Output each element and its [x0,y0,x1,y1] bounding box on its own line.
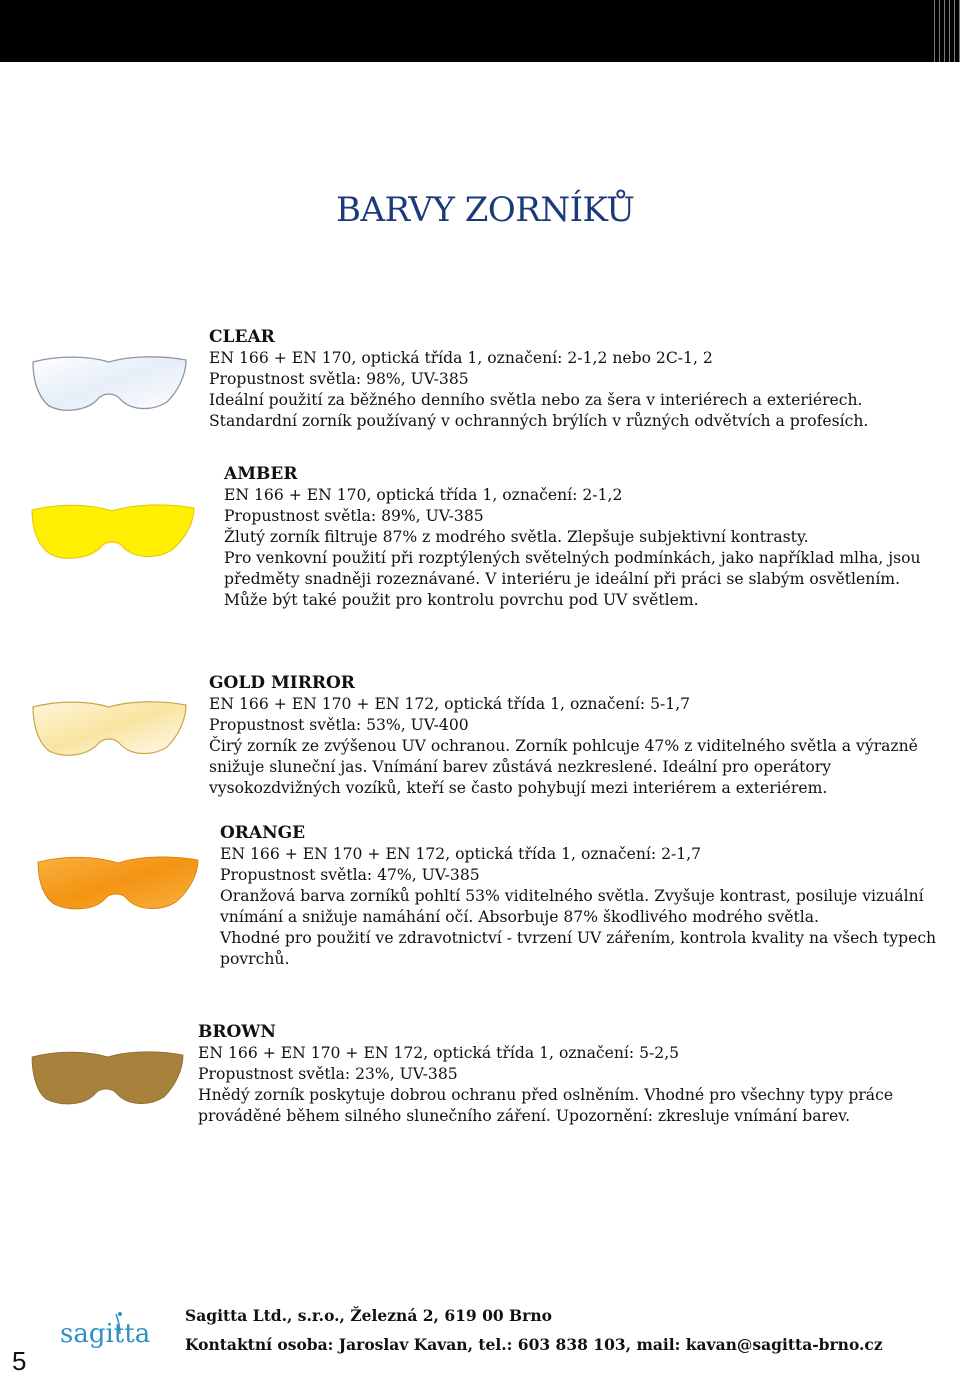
brown-description [198,1021,938,1127]
top-bar [0,0,960,62]
gold-mirror-lens-icon [28,695,190,761]
clear-lens-icon [28,350,190,418]
sagitta-logo [58,1310,158,1356]
gold-mirror-description [209,672,939,799]
amber-lens-icon [28,498,198,564]
top-bar-pattern [932,0,960,62]
amber-usage: Pro venkovní použití při rozptýlených světelných podmínkách, jako například mlha, jsou předměty snadněji rozeznávané. V interiéru je ideální při práci se slabým osvětlením. Může být také použit pro kontrolu povrchu pod UV světlem. [224,549,921,609]
clear-transmission: Propustnost světla: 98%, UV-385 [209,370,469,388]
orange-name: ORANGE [220,823,306,843]
logo-text: sagitta [60,1319,151,1349]
clear-description [209,326,949,432]
page-number: 5 [12,1346,27,1376]
amber-standard: EN 166 + EN 170, optická třída 1, označení: 2-1,2 [224,486,623,504]
gold-mirror-usage: Čirý zorník ze zvýšenou UV ochranou. Zorník pohlcuje 47% z viditelného světla a výrazně snižuje sluneční jas. Vnímání barev zůstává nezkreslené. Ideální pro operátory vysokozdvižných vozíků, kteří se často pohybují mezi interiérem a exteriérem. [209,737,918,797]
brown-name: BROWN [198,1022,276,1042]
clear-standard: EN 166 + EN 170, optická třída 1, označení: 2-1,2 nebo 2C-1, 2 [209,349,713,367]
orange-lens-icon [34,850,202,914]
amber-transmission: Propustnost světla: 89%, UV-385 [224,507,484,525]
brown-lens-icon [28,1045,188,1109]
orange-usage: Vhodné pro použití ve zdravotnictví - tvrzení UV zářením, kontrola kvality na všech typech povrchů. [220,929,937,968]
page-title: BARVY ZORNÍKŮ [336,190,635,230]
brown-usage: Hnědý zorník poskytuje dobrou ochranu před oslněním. Vhodné pro všechny typy práce prováděné během silného slunečního záření. Upozornění: zkresluje vnímání barev. [198,1086,894,1125]
clear-name: CLEAR [209,327,275,347]
clear-usage: Ideální použití za běžného denního světla nebo za šera v interiérech a exteriérech. Standardní zorník používaný v ochranných brýlích v různých odvětvích a profesích. [209,391,869,430]
amber-filter: Žlutý zorník filtruje 87% z modrého světla. Zlepšuje subjektivní kontrasty. [224,528,809,546]
brown-standard: EN 166 + EN 170 + EN 172, optická třída 1, označení: 5-2,5 [198,1044,680,1062]
gold-mirror-transmission: Propustnost světla: 53%, UV-400 [209,716,469,734]
footer-address: Sagitta Ltd., s.r.o., Železná 2, 619 00 Brno [185,1306,552,1325]
footer-contact: Kontaktní osoba: Jaroslav Kavan, tel.: 603 838 103, mail: kavan@sagitta-brno.cz [185,1335,883,1354]
orange-description [220,822,940,970]
amber-description [224,463,944,611]
orange-transmission: Propustnost světla: 47%, UV-385 [220,866,480,884]
brown-transmission: Propustnost světla: 23%, UV-385 [198,1065,458,1083]
amber-name: AMBER [224,464,298,484]
orange-properties: Oranžová barva zorníků pohltí 53% viditelného světla. Zvyšuje kontrast, posiluje vizuální vnímání a snižuje namáhání očí. Absorbuje 87% škodlivého modrého světla. [220,887,924,926]
orange-standard: EN 166 + EN 170 + EN 172, optická třída 1, označení: 2-1,7 [220,845,702,863]
gold-mirror-standard: EN 166 + EN 170 + EN 172, optická třída 1, označení: 5-1,7 [209,695,691,713]
gold-mirror-name: GOLD MIRROR [209,673,355,693]
